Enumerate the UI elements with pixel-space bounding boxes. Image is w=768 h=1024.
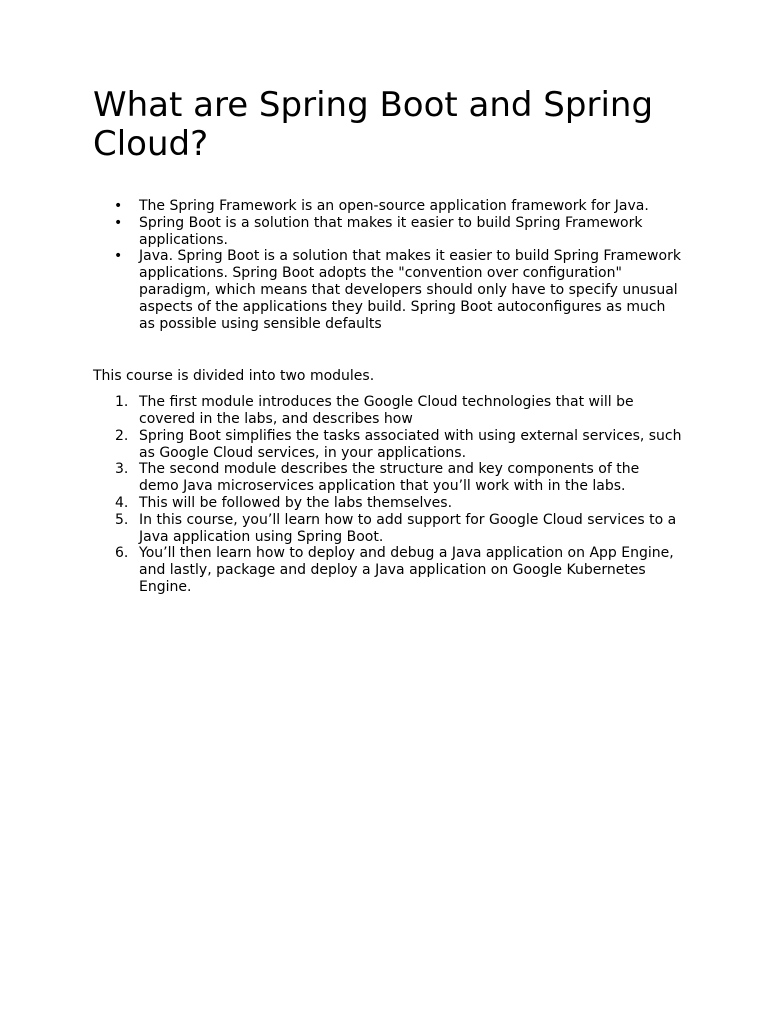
document-page: [93, 86, 683, 596]
item-number: 5.: [115, 511, 129, 528]
item-number: 6.: [115, 545, 129, 562]
bullet-marker: •: [114, 198, 123, 214]
item-text: This will be followed by the labs themselves.: [139, 494, 453, 511]
numbered-list: [93, 394, 683, 596]
list-item: [93, 428, 683, 462]
bullet-list: [93, 198, 683, 332]
item-number: 4.: [115, 494, 129, 511]
bullet-marker: •: [114, 248, 123, 265]
bullet-marker: •: [114, 214, 123, 231]
item-text: In this course, you’ll learn how to add support for Google Cloud services to a Java application using Spring Boot.: [139, 511, 677, 545]
item-number: 3.: [115, 461, 129, 478]
document-title: What are Spring Boot and Spring Cloud?: [93, 85, 654, 164]
item-text: The second module describes the structure and key components of the demo Java microservices application that you’ll work with in the labs.: [139, 461, 640, 495]
list-item: [93, 461, 683, 495]
item-text: Spring Boot simplifies the tasks associated with using external services, such as Google Cloud services, in your applications.: [139, 427, 682, 461]
list-item: [93, 198, 683, 215]
intro-paragraph: This course is divided into two modules.: [93, 368, 375, 385]
list-item: [93, 512, 683, 546]
bullet-text: Java. Spring Boot is a solution that makes it easier to build Spring Framework applications. Spring Boot adopts the "convention over configuration" paradigm, which means that developers should only have to specify unusual aspects of the applications they build. Spring Boot autoconfigures as much as possible using sensible defaults: [139, 248, 681, 332]
bullet-text: Spring Boot is a solution that makes it easier to build Spring Framework applications.: [139, 214, 643, 248]
item-number: 2.: [115, 427, 129, 444]
list-item: [93, 545, 683, 595]
item-text: The first module introduces the Google Cloud technologies that will be covered in the labs, and describes how: [139, 394, 634, 427]
list-item: [93, 495, 683, 512]
item-text: You’ll then learn how to deploy and debug a Java application on App Engine, and lastly, package and deploy a Java application on Google Kubernetes Engine.: [139, 545, 674, 595]
list-item: [93, 394, 683, 428]
bullet-text: The Spring Framework is an open-source application framework for Java.: [139, 198, 649, 214]
item-number: 1.: [115, 394, 129, 411]
list-item: [93, 248, 683, 332]
list-item: [93, 215, 683, 249]
